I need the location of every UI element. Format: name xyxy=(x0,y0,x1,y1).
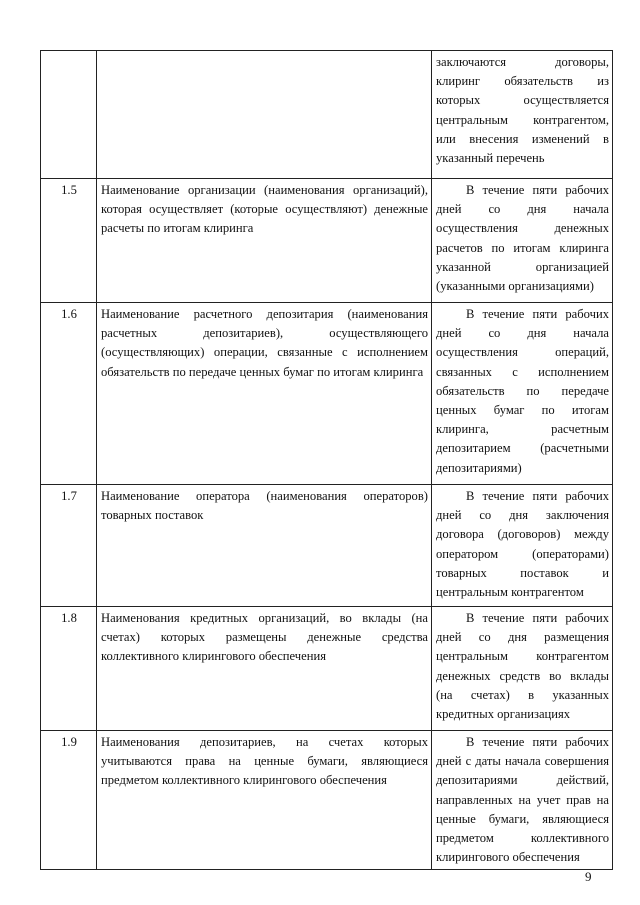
row-deadline-text: В течение пяти рабочих дней со дня размещения центральным контрагентом денежных средств во вклады (на счетах) в указанных кредитных организациях xyxy=(436,611,609,722)
row-deadline xyxy=(432,303,613,485)
table-row xyxy=(41,179,613,303)
table-row xyxy=(41,51,613,179)
row-number: 1.9 xyxy=(41,731,97,870)
row-item-name: Наименование расчетного депозитария (наименования расчетных депозитариев), осуществляющего (осуществляющих) операции, связанные с исполнением обязательств по передаче ценных бумаг по итогам клиринга xyxy=(97,303,432,485)
row-deadline-text: В течение пяти рабочих дней с даты начала совершения депозитариями действий, направленных на учет прав на ценные бумаги, являющиеся предметом коллективного клирингового обеспечения xyxy=(436,735,609,865)
page-number: 9 xyxy=(585,869,592,884)
row-item-name xyxy=(97,51,432,179)
row-number: 1.6 xyxy=(41,303,97,485)
row-deadline-text: В течение пяти рабочих дней со дня начала осуществления операций, связанных с исполнением обязательств по передаче ценных бумаг по итогам клиринга, расчетным депозитарием (расчетными депозитариями) xyxy=(436,307,609,475)
row-deadline-continued: заключаются договоры, клиринг обязательств из которых осуществляется центральным контрагентом, или внесения изменений в указанный перечень xyxy=(436,55,609,166)
row-deadline xyxy=(432,485,613,607)
row-item-name: Наименования депозитариев, на счетах которых учитываются права на ценные бумаги, являющиеся предметом коллективного клирингового обеспечения xyxy=(97,731,432,870)
table-row xyxy=(41,731,613,870)
row-item-name: Наименования кредитных организаций, во вклады (на счетах) которых размещены денежные средства коллективного клирингового обеспечения xyxy=(97,607,432,731)
row-item-name: Наименование организации (наименования организаций), которая осуществляет (которые осуществляют) денежные расчеты по итогам клиринга xyxy=(97,179,432,303)
row-number: 1.5 xyxy=(41,179,97,303)
table-row xyxy=(41,607,613,731)
row-deadline xyxy=(432,179,613,303)
table-row xyxy=(41,485,613,607)
row-deadline xyxy=(432,731,613,870)
row-number xyxy=(41,51,97,179)
row-number: 1.8 xyxy=(41,607,97,731)
row-item-name: Наименование оператора (наименования операторов) товарных поставок xyxy=(97,485,432,607)
row-deadline xyxy=(432,607,613,731)
row-deadline xyxy=(432,51,613,179)
table-row xyxy=(41,303,613,485)
row-number: 1.7 xyxy=(41,485,97,607)
disclosure-table xyxy=(40,50,613,870)
row-deadline-text: В течение пяти рабочих дней со дня заключения договора (договоров) между оператором (операторами) товарных поставок и центральным контрагентом xyxy=(436,489,609,600)
row-deadline-text: В течение пяти рабочих дней со дня начала осуществления денежных расчетов по итогам клиринга указанной организацией (указанными организациями) xyxy=(436,183,609,294)
